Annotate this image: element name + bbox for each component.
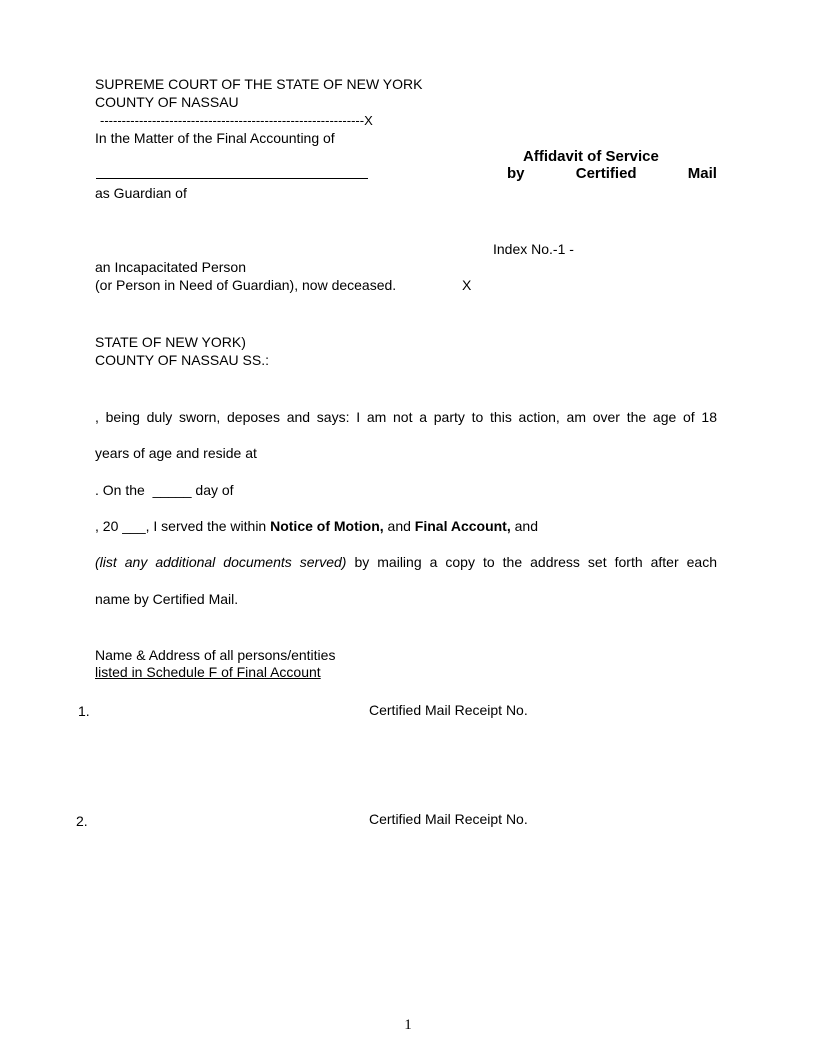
as-guardian-label: as Guardian of [95,185,187,201]
final-account: Final Account, [414,518,511,534]
venue-county: COUNTY OF NASSAU SS.: [95,352,269,368]
document-title: Affidavit of Service [523,148,659,165]
body-line-3: . On the _____ day of [95,482,234,498]
guardian-name-line [96,178,368,179]
court-county: COUNTY OF NASSAU [95,94,239,110]
entry-number-2: 2. [76,813,88,829]
document-title-subline [507,165,717,182]
served-and: and [383,518,415,534]
page-number: 1 [404,1017,412,1033]
matter-line: In the Matter of the Final Accounting of [95,130,335,146]
notice-of-motion: Notice of Motion, [270,518,384,534]
title-word-certified: Certified [575,165,637,182]
entry-number-1: 1. [78,703,90,719]
body-line-4 [95,518,538,535]
body-line-2: years of age and reside at [95,445,257,461]
court-name: SUPREME COURT OF THE STATE OF NEW YORK [95,76,423,92]
served-intro: , 20 ___, I served the within [95,518,271,534]
incapacitated-label: an Incapacitated Person [95,259,246,275]
deceased-label: (or Person in Need of Guardian), now deceased. [95,277,397,293]
title-word-by: by [507,165,525,182]
schedule-heading-2: listed in Schedule F of Final Account [95,664,321,680]
caption-divider: -------------------------------------------------------------X [100,113,373,128]
body-line-6: name by Certified Mail. [95,591,239,607]
served-and-2: and [510,518,538,534]
index-number: Index No.-1 - [493,241,574,257]
venue-state: STATE OF NEW YORK) [95,334,246,350]
mailing-text: by mailing a copy to the address set forth after each [346,554,717,570]
additional-documents-note: (list any additional documents served) [95,554,347,570]
body-line-1: , being duly sworn, deposes and says: I am not a party to this action, am over the age of 18 [95,409,717,425]
title-word-mail: Mail [687,165,717,182]
entry-receipt-label-1: Certified Mail Receipt No. [369,702,528,718]
entry-receipt-label-2: Certified Mail Receipt No. [369,811,528,827]
body-line-5 [95,554,717,571]
schedule-heading-1: Name & Address of all persons/entities [95,647,336,663]
caption-close-x: X [462,277,472,293]
